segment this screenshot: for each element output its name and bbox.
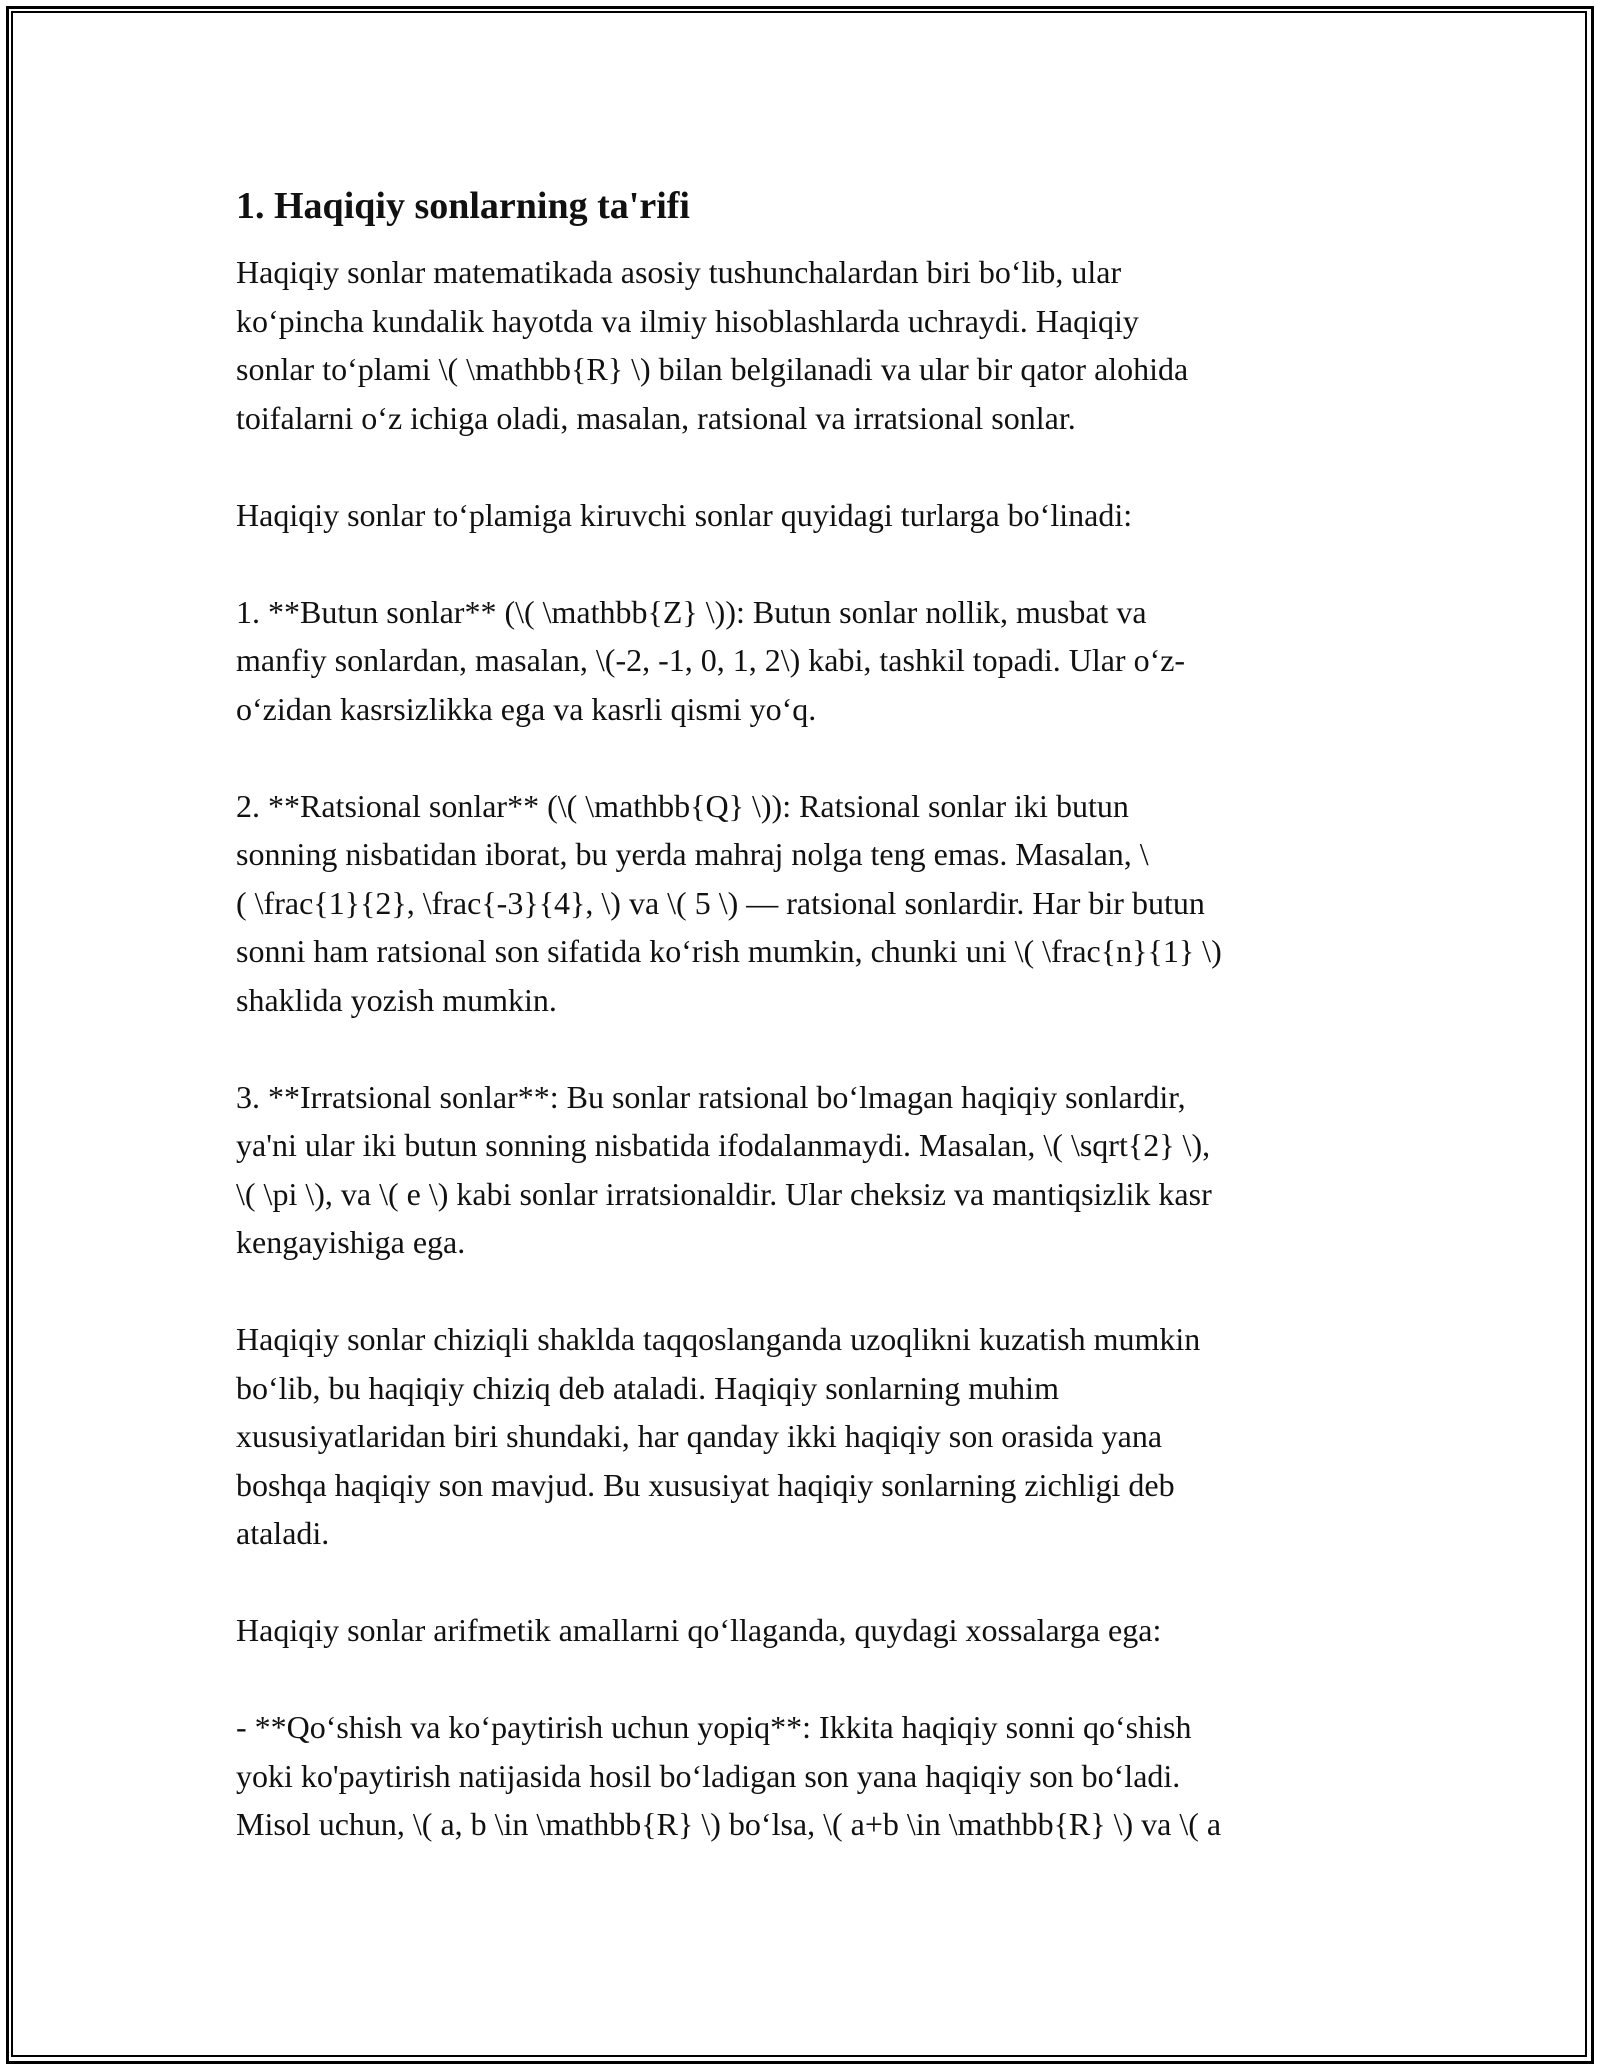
rationals-paragraph: 2. **Ratsional sonlar** (\( \mathbb{Q} \)): Ratsional sonlar iki butun sonning nisbatidan iborat, bu yerda mahraj nolga teng emas. Masalan, \ ( \frac{1}{2}, \frac{-3}{4}, \) va \( 5 \) — ratsional sonlardir. Har bir butun sonni ham ratsional son sifatida ko‘rish mumkin, chunki uni \( \frac{n}{1} \) shaklida yozish mumkin. — [236, 787, 1222, 1018]
real-line-paragraph: Haqiqiy sonlar chiziqli shakldа taqqoslanganda uzoqlikni kuzatish mumkin bo‘lib, bu haqiqiy chiziq deb ataladi. Haqiqiy sonlarning muhim xususiyatlaridan biri shundaki, har qanday ikki haqiqiy son orasida yana boshqa haqiqiy son mavjud. Bu xususiyat haqiqiy sonlarning zichligi deb ataladi. — [236, 1321, 1201, 1551]
intro-paragraph: Haqiqiy sonlar matematikada asosiy tushunchalardan biri bo‘lib, ular ko‘pincha kundalik hayotda va ilmiy hisoblashlarda uchraydi. Haqiqiy sonlar to‘plami \( \mathbb{R} \) bilan belgilanadi va ular bir qator alohida toifalarni o‘z ichiga oladi, masalan, ratsional va irratsional sonlar. — [236, 254, 1189, 436]
integers-paragraph: 1. **Butun sonlar** (\( \mathbb{Z} \)): Butun sonlar nollik, musbat va manfiy sonlardan, masalan, \(-2, -1, 0, 1, 2\) kabi, tashkil topadi. Ular o‘z- o‘zidan kasrsizlikka ega va kasrli qismi yo‘q. — [236, 593, 1186, 727]
closure-property-paragraph: - **Qo‘shish va ko‘paytirish uchun yopiq**: Ikkita haqiqiy sonni qo‘shish yoki ko'paytirish natijasida hosil bo‘ladigan son yana haqiqiy son bo‘ladi. Misol uchun, \( a, b \in \mathbb{R} \) bo‘lsa, \( a+b \in \mathbb{R} \) va \( a — [236, 1709, 1222, 1842]
section-title: 1. Haqiqiy sonlarning ta'rifi — [236, 185, 690, 227]
document-body — [236, 180, 1376, 1897]
arithmetic-properties-paragraph: Haqiqiy sonlar arifmetik amallarni qo‘llaganda, quydagi xossalarga ega: — [236, 1612, 1162, 1648]
types-intro-paragraph: Haqiqiy sonlar to‘plamiga kiruvchi sonlar quyidagi turlarga bo‘linadi: — [236, 496, 1133, 533]
irrationals-paragraph: 3. **Irratsional sonlar**: Bu sonlar ratsional bo‘lmagan haqiqiy sonlardir, ya'ni ular iki butun sonning nisbatida ifodalanmaydi. Masalan, \( \sqrt{2} \), \( \pi \), va \( e \) kabi sonlar irratsionaldir. Ular cheksiz va mantiqsizlik kasr kengayishiga ega. — [236, 1078, 1212, 1260]
